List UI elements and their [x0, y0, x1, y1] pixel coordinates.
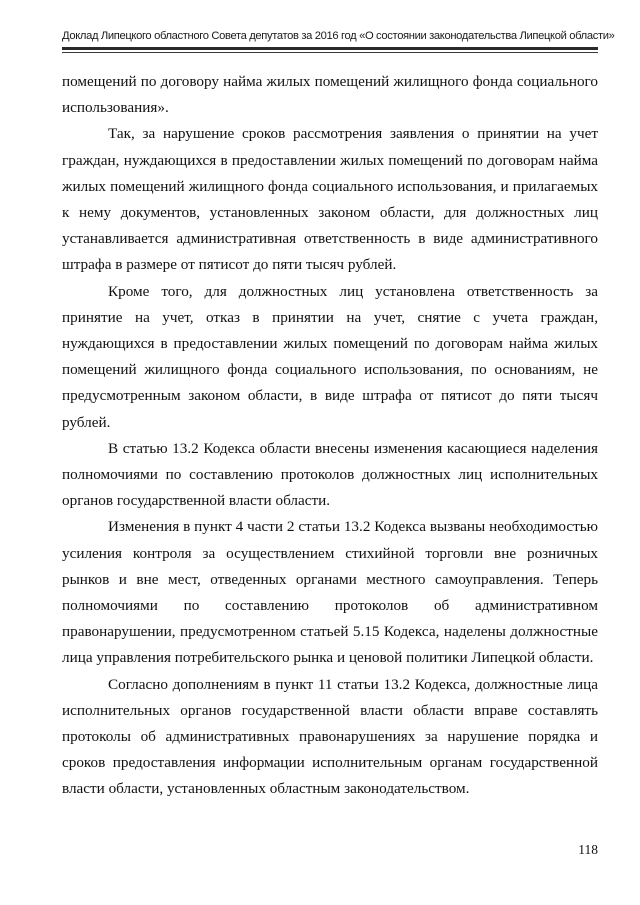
paragraph-continuation: помещений по договору найма жилых помещений жилищного фонда социального использования».	[62, 73, 598, 117]
paragraph: Изменения в пункт 4 части 2 статьи 13.2 Кодекса вызваны необходимостью усиления контроля за осуществлением стихийной торговли вне розничных рынков и вне мест, отведенных органами местного самоуправления. Теперь полномочиями по составлению протоколов об административном правонарушении, предусмотренном статьей 5.15 Кодекса, наделены должностные лица управления потребительского рынка и ценовой политики Липецкой области.	[62, 518, 598, 667]
header-rule-thin	[62, 52, 598, 53]
paragraph: Согласно дополнениям в пункт 11 статьи 13.2 Кодекса, должностные лица исполнительных органов государственной власти области вправе составлять протоколы об административных правонарушениях за нарушение порядка и сроков предоставления информации исполнительным органам государственной власти области, установленных областным законодательством.	[62, 675, 598, 798]
paragraph: Кроме того, для должностных лиц установлена ответственность за принятие на учет, отказ в принятии на учет, снятие с учета граждан, нуждающихся в предоставлении жилых помещений по договорам найма жилых помещений жилищного фонда социального использования, по основаниям, не предусмотренным законом области, в виде штрафа от пятисот до пяти тысяч рублей.	[62, 282, 598, 431]
running-header: Доклад Липецкого областного Совета депутатов за 2016 год «О состоянии законодательства Липецкой области»	[62, 30, 615, 42]
paragraph: Так, за нарушение сроков рассмотрения заявления о принятии на учет граждан, нуждающихся в предоставлении жилых помещений по договорам найма жилых помещений жилищного фонда социального использования, и прилагаемых к нему документов, установленных законом области, для должностных лиц устанавливается административная ответственность в виде административного штрафа в размере от пятисот до пяти тысяч рублей.	[62, 125, 598, 274]
page-number: 118	[578, 842, 598, 857]
header-rule-thick	[62, 47, 598, 50]
body-text	[62, 69, 598, 803]
paragraph: В статью 13.2 Кодекса области внесены изменения касающиеся наделения полномочиями по составлению протоколов должностных лиц исполнительных органов государственной власти области.	[62, 439, 598, 510]
